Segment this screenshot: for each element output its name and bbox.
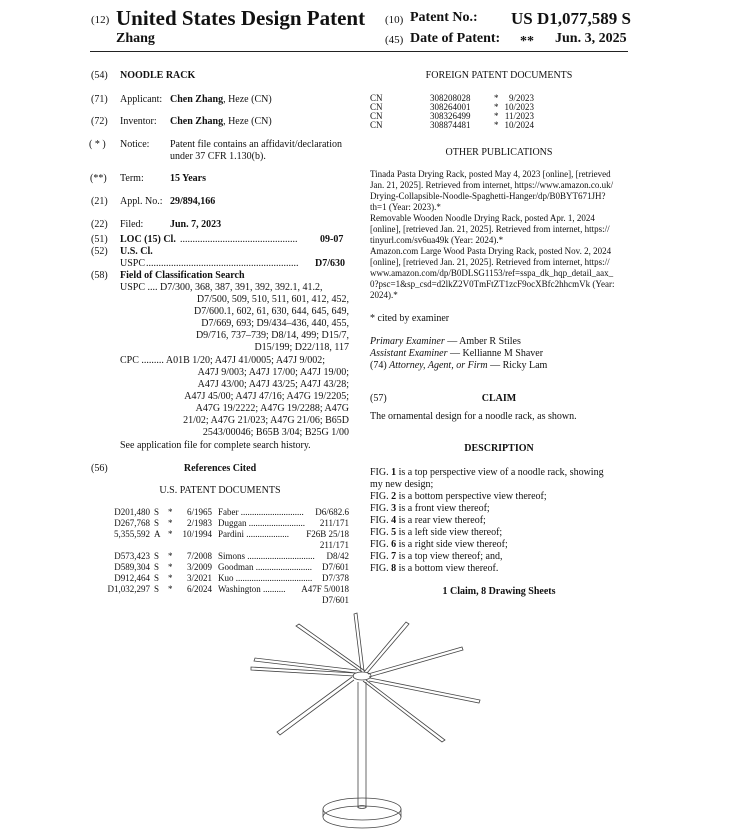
inventor-surname: Zhang	[116, 31, 155, 46]
ref-class: D6/682.6	[315, 507, 349, 517]
date-mark: **	[520, 34, 534, 49]
assistant-examiner-name: — Kellianne M Shaver	[447, 348, 544, 359]
ref-class-2: D7/601	[322, 595, 349, 605]
desc-line	[370, 467, 604, 479]
ref-dots: ...................	[246, 529, 289, 539]
primary-examiner-label: Primary Examiner	[370, 336, 445, 347]
pub-line: Drying-Collapsible-Noodle-Spaghetti-Hanger/dp/B0BYT671JH?	[370, 191, 606, 201]
ref-name-text: Washington	[218, 584, 261, 594]
desc-text: is a right side view thereof;	[396, 539, 508, 550]
ref-class: A47F 5/0018	[301, 584, 349, 594]
desc-line	[370, 551, 502, 563]
desc-text: is a top perspective view of a noodle rack, showing	[396, 467, 604, 478]
ref-dots: .........................	[248, 518, 305, 528]
desc-text: is a left side view thereof;	[396, 527, 503, 538]
desc-fig-number: 2	[391, 491, 397, 502]
desc-pre: FIG.	[370, 551, 392, 562]
us-patent-docs-label: U.S. PATENT DOCUMENTS	[159, 485, 281, 496]
fcs-uspc-line: D7/600.1, 602, 61, 630, 644, 645, 649,	[194, 306, 349, 317]
filed-date: Jun. 7, 2023	[170, 219, 222, 230]
desc-line	[370, 515, 486, 527]
ref-date: 3/2009	[186, 562, 212, 572]
term-label: Term:	[120, 173, 144, 184]
assistant-examiner-label: Assistant Examiner	[370, 348, 448, 359]
primary-examiner-name: — Amber R Stiles	[444, 336, 521, 347]
ref-name	[218, 529, 289, 540]
ref-name	[218, 518, 305, 529]
attorney-name: — Ricky Lam	[487, 360, 548, 371]
assistant-examiner	[370, 348, 543, 360]
ref-star: *	[168, 562, 173, 572]
desc-fig-number: 3	[391, 503, 397, 514]
rack-arms	[251, 613, 480, 742]
ref-class: F26B 25/18	[306, 529, 349, 539]
ref-number: D912,464	[114, 573, 150, 583]
fcs-cpc-first: CPC ......... A01B 1/20; A47J 41/0005; A47J 9/002;	[120, 355, 326, 366]
notice-line-2: under 37 CFR 1.130(b).	[170, 151, 266, 162]
ref-kind: S	[154, 584, 160, 594]
ref-number: 5,355,592	[114, 529, 150, 539]
references-cited-label: References Cited	[183, 463, 257, 474]
pub-line: www.amazon.com/dp/B0DLSG1153/ref=sspa_dk_hqp_detail_aax_	[370, 268, 614, 278]
desc-text: is a rear view thereof;	[396, 515, 486, 526]
ref-star: *	[168, 551, 173, 561]
desc-pre: FIG.	[370, 491, 392, 502]
foreign-number: 308208028	[430, 93, 471, 103]
appl-label: Appl. No.:	[120, 196, 163, 207]
notice-line-1: Patent file contains an affidavit/declaration	[170, 139, 342, 150]
ref-number: D573,423	[114, 551, 150, 561]
attorney-label: Attorney, Agent, or Firm	[389, 360, 488, 371]
desc-pre: FIG.	[370, 515, 392, 526]
fcs-uspc-line: D9/716, 737–739; D8/14, 499; D15/7,	[195, 330, 349, 341]
code-57: (57)	[370, 393, 387, 404]
code-21: (21)	[91, 196, 108, 207]
ref-kind: S	[154, 551, 160, 561]
pub-line: Jan. 21, 2025]. Retrieved from internet, https://www.amazon.co.uk/	[370, 180, 614, 190]
us-cl-label: U.S. Cl.	[120, 246, 153, 257]
pub-line: th=1 (Year: 2023).*	[370, 202, 441, 212]
foreign-date: 10/2023	[504, 102, 534, 112]
kind-code-10: (10)	[385, 14, 404, 26]
ref-date: 6/1965	[186, 507, 212, 517]
ref-name	[218, 562, 312, 573]
kind-code-45: (45)	[385, 34, 404, 46]
fcs-cpc-line: 21/02; A47G 21/023; A47G 21/06; B65D	[183, 415, 349, 426]
appl-number: 29/894,166	[170, 196, 216, 207]
cited-by-examiner: * cited by examiner	[370, 313, 450, 324]
ref-class-2: 211/171	[319, 540, 349, 550]
patent-number: US D1,077,589 S	[511, 9, 631, 28]
fcs-cpc-line: A47J 9/003; A47J 17/00; A47J 19/00;	[197, 367, 349, 378]
desc-fig-number: 4	[391, 515, 397, 526]
desc-line	[370, 563, 498, 575]
term-value: 15 Years	[170, 173, 207, 184]
rack-pole	[358, 682, 366, 809]
foreign-docs-label: FOREIGN PATENT DOCUMENTS	[425, 70, 573, 81]
description-label: DESCRIPTION	[464, 443, 534, 454]
code-22: (22)	[91, 219, 108, 230]
loc-dots: ...............................................	[180, 234, 298, 245]
fcs-uspc-line: D7/669, 693; D9/434–436, 440, 455,	[201, 318, 349, 329]
uspc-dots: .............................................................	[146, 258, 299, 269]
desc-fig-number: 6	[391, 539, 397, 550]
code-56: (56)	[91, 463, 108, 474]
ref-name-text: Duggan	[218, 518, 247, 528]
other-pubs-label: OTHER PUBLICATIONS	[445, 147, 553, 158]
desc-pre: FIG.	[370, 539, 392, 550]
ref-dots: ............................	[240, 507, 304, 517]
applicant-location: , Heze (CN)	[223, 94, 272, 105]
attorney-code: (74)	[370, 360, 390, 371]
claim-text: The ornamental design for a noodle rack, as shown.	[370, 411, 577, 422]
ref-name-text: Goodman	[218, 562, 254, 572]
fcs-note: See application file for complete search history.	[120, 440, 311, 451]
code-54: (54)	[91, 70, 108, 81]
pub-line: Amazon.com Large Wood Pasta Drying Rack, posted Nov. 2, 2024	[370, 246, 612, 256]
loc-value: 09-07	[320, 234, 344, 245]
ref-star: *	[168, 529, 173, 539]
code-71: (71)	[91, 94, 108, 105]
ref-date: 3/2021	[186, 573, 212, 583]
fcs-cpc-line: A47J 45/00; A47J 47/16; A47G 19/2205;	[184, 391, 349, 402]
ref-star: *	[168, 507, 173, 517]
ref-dots: .........................	[255, 562, 312, 572]
ref-class: D7/601	[322, 562, 349, 572]
desc-line	[370, 479, 433, 491]
ref-number: D589,304	[114, 562, 150, 572]
ref-class: D7/378	[322, 573, 349, 583]
foreign-number: 308326499	[430, 111, 471, 121]
pub-line: [online], [retrieved Jan. 21, 2025]. Retrieved from internet, https://	[370, 224, 610, 234]
ref-dots: ..............................	[247, 551, 315, 561]
foreign-star: *	[494, 120, 499, 130]
pub-line: 2024).*	[370, 290, 398, 300]
ref-class: 211/171	[319, 518, 349, 528]
ref-name	[218, 584, 286, 595]
fcs-uspc-line: D15/199; D22/118, 117	[254, 342, 349, 353]
ref-number: D267,768	[114, 518, 150, 528]
applicant	[170, 94, 272, 106]
desc-line	[370, 539, 508, 551]
foreign-star: *	[494, 111, 499, 121]
ref-name	[218, 573, 312, 584]
fcs-label: Field of Classification Search	[120, 270, 245, 281]
attorney	[370, 360, 547, 372]
code-notice: ( * )	[89, 139, 106, 150]
claims-sheets: 1 Claim, 8 Drawing Sheets	[442, 586, 556, 597]
desc-line	[370, 491, 547, 503]
foreign-date: 9/2023	[508, 93, 534, 103]
header-rule	[90, 51, 628, 52]
desc-fig-number: 8	[391, 563, 397, 574]
ref-date: 6/2024	[186, 584, 212, 594]
desc-pre: FIG.	[370, 527, 392, 538]
fcs-cpc-line: 2543/00046; B65B 3/04; B25G 1/00	[202, 427, 349, 438]
desc-pre: FIG.	[370, 503, 392, 514]
pub-line: 0?psc=1&sp_csd=d2lkZ2V0TmFtZT1zcF9ocXBfc2hhcmVk (Year:	[370, 279, 615, 289]
foreign-country: CN	[370, 102, 383, 112]
rack-base	[323, 798, 401, 828]
ref-star: *	[168, 518, 173, 528]
foreign-star: *	[494, 102, 499, 112]
foreign-number: 308264001	[430, 102, 471, 112]
ref-name-text: Pardini	[218, 529, 244, 539]
code-51: (51)	[91, 234, 108, 245]
code-term: (**)	[90, 173, 107, 184]
applicant-label: Applicant:	[120, 94, 163, 105]
ref-name-text: Kuo	[218, 573, 234, 583]
foreign-country: CN	[370, 120, 383, 130]
foreign-star: *	[494, 93, 499, 103]
desc-text: is a front view thereof;	[396, 503, 490, 514]
ref-kind: S	[154, 573, 160, 583]
inventor	[170, 116, 272, 128]
uspc-value: D7/630	[315, 258, 345, 269]
desc-fig-number: 1	[391, 467, 397, 478]
ref-name-text: Faber	[218, 507, 239, 517]
desc-text: is a bottom perspective view thereof;	[396, 491, 547, 502]
patent-no-label: Patent No.:	[410, 10, 478, 25]
ref-kind: A	[154, 529, 161, 539]
foreign-country: CN	[370, 111, 383, 121]
inventor-name: Chen Zhang	[170, 116, 224, 127]
foreign-country: CN	[370, 93, 383, 103]
foreign-date: 11/2023	[504, 111, 534, 121]
ref-date: 7/2008	[186, 551, 212, 561]
desc-text: is a top view thereof; and,	[396, 551, 503, 562]
notice-label: Notice:	[120, 139, 150, 150]
date-label: Date of Patent:	[410, 31, 501, 46]
ref-class: D8/42	[326, 551, 349, 561]
desc-fig-number: 5	[391, 527, 397, 538]
desc-pre: FIG.	[370, 467, 392, 478]
filed-label: Filed:	[120, 219, 144, 230]
inventor-location: , Heze (CN)	[223, 116, 272, 127]
desc-fig-number: 7	[391, 551, 397, 562]
desc-text: is a bottom view thereof.	[396, 563, 499, 574]
ref-kind: S	[154, 518, 160, 528]
ref-number: D1,032,297	[107, 584, 150, 594]
loc-label: LOC (15) Cl.	[120, 234, 176, 245]
fcs-cpc-line: A47G 19/2222; A47G 19/2288; A47G	[195, 403, 349, 414]
pub-line: [online], [retrieved Jan. 21, 2025]. Retrieved from internet, https://	[370, 257, 610, 267]
ref-date: 2/1983	[186, 518, 212, 528]
kind-code-12: (12)	[91, 14, 110, 26]
inventor-label: Inventor:	[120, 116, 157, 127]
ref-date: 10/1994	[182, 529, 212, 539]
fcs-uspc-first: USPC .... D7/300, 368, 387, 391, 392, 392.1, 41.2,	[120, 282, 323, 293]
pub-line: Tinada Pasta Drying Rack, posted May 4, 2023 [online], [retrieved	[370, 169, 611, 179]
ref-name	[218, 507, 304, 518]
desc-pre: FIG.	[370, 563, 392, 574]
fcs-uspc-line: D7/500, 509, 510, 511, 601, 412, 452,	[196, 294, 349, 305]
ref-star: *	[168, 584, 173, 594]
design-title: NOODLE RACK	[120, 70, 196, 81]
desc-line	[370, 527, 502, 539]
ref-dots: ..................................	[235, 573, 313, 583]
fcs-cpc-line: A47J 43/00; A47J 43/25; A47J 43/28;	[197, 379, 349, 390]
document-title: United States Design Patent	[116, 6, 366, 30]
desc-line	[370, 503, 490, 515]
noodle-rack-drawing	[240, 610, 490, 837]
code-52: (52)	[91, 246, 108, 257]
code-58: (58)	[91, 270, 108, 281]
applicant-name: Chen Zhang	[170, 94, 224, 105]
patent-date: Jun. 3, 2025	[555, 31, 627, 46]
claim-label: CLAIM	[481, 393, 517, 404]
code-72: (72)	[91, 116, 108, 127]
ref-star: *	[168, 573, 173, 583]
foreign-date: 10/2024	[504, 120, 534, 130]
desc-text: my new design;	[370, 479, 434, 490]
ref-kind: S	[154, 562, 160, 572]
pub-line: Removable Wooden Noodle Drying Rack, posted Apr. 1, 2024	[370, 213, 595, 223]
foreign-number: 308874481	[430, 120, 471, 130]
ref-name-text: Simons	[218, 551, 246, 561]
primary-examiner	[370, 336, 521, 348]
pub-line: tinyurl.com/sv6ua49k (Year: 2024).*	[370, 235, 504, 245]
ref-number: D201,480	[114, 507, 150, 517]
ref-dots: ..........	[263, 584, 286, 594]
ref-kind: S	[154, 507, 160, 517]
uspc-label: USPC	[120, 258, 146, 269]
